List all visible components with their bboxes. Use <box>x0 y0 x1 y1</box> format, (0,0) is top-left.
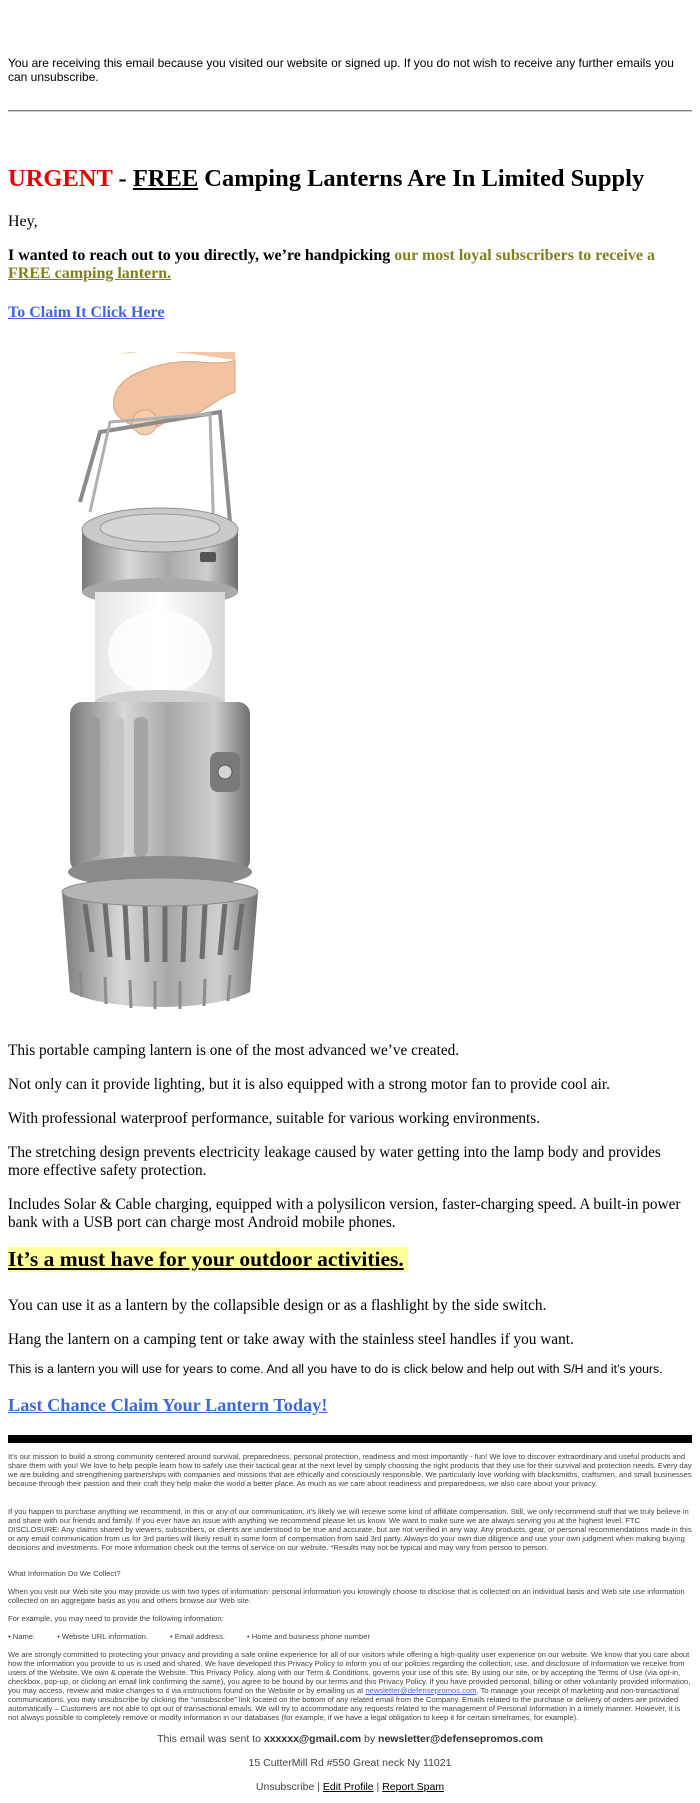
legal-mission: It's our mission to build a strong community centered around survival, preparedness, personal protection, readiness and most importantly - fun! We love to discover extraordinary and useful products and share them with you! We love to help people learn how to safely use their tactical gear at the next level by simply choosing the right products that they use for their survival and protection needs. Every day we are building and strengthening partnerships with companies and missions that are ethically and consciously responsible. We particularly love working with blacksmiths, craftsmen, and small businesses because through their passion and their craft they help make the world a better place. As much as we care about readiness and preparedness, we also care about your privacy. <box>8 1452 692 1488</box>
intro-highlight-b: FREE camping lantern. <box>8 265 172 282</box>
footer-sep: | <box>373 1781 383 1793</box>
headline-rest: Camping Lanterns Are In Limited Supply <box>198 165 645 192</box>
legal-collect: When you visit our Web site you may provide us with two types of information: personal information you knowingly choose to disclose that is collected on an individual basis and Web site use information collected on an aggregate basis as you and others browse our Web site. <box>8 1587 685 1605</box>
legal-bullets <box>8 1632 692 1641</box>
footer-sep: | <box>314 1781 323 1793</box>
greeting: Hey, <box>8 213 38 230</box>
headline <box>8 165 644 193</box>
sender-email: newsletter@defensepromos.com <box>378 1733 543 1745</box>
mailing-address: 15 CutterMill Rd #550 Great neck Ny 11021 <box>248 1757 452 1769</box>
sent-by: by <box>361 1733 379 1745</box>
headline-dash: - <box>112 165 133 192</box>
legal-collect-heading: What Information Do We Collect? <box>8 1569 121 1578</box>
sent-prefix: This email was sent to <box>157 1733 264 1745</box>
description-2: Not only can it provide lighting, but it is also equipped with a strong motor fan to provide cool air. <box>8 1076 611 1093</box>
privacy-text-b: . To manage your receipt of marketing and non-transactional communications, you may unsubscribe by clicking the “unsubscribe” link located on the bottom of any related email from the Company. Emails related to the purchase or delivery of orders are provided automatically – Customers are not able to opt out of transactional emails. We will try to accommodate any requests related to the management of Personal Information in a timely manner. However, it is not always possible to completely remove or modify information in our databases (for example, if we have a legal obligation to keep it for certain timeframes, for example). <box>8 1686 681 1722</box>
description-3: With professional waterproof performance, suitable for various working environments. <box>8 1110 541 1127</box>
email-notice: You are receiving this email because you visited our website or signed up. If you do not wish to receive any further emails you can unsubscribe. <box>8 56 674 84</box>
claim-link-bottom[interactable]: Last Chance Claim Your Lantern Today! <box>8 1395 328 1415</box>
camping-lantern-photo <box>60 352 300 1014</box>
unsubscribe-link[interactable]: Unsubscribe <box>255 1781 315 1793</box>
usage-1: You can use it as a lantern by the collapsible design or as a flashlight by the side switch. <box>8 1297 547 1314</box>
headline-free: FREE <box>132 165 199 192</box>
description-1: This portable camping lantern is one of the most advanced we’ve created. <box>8 1042 460 1059</box>
product-image[interactable] <box>60 352 300 1014</box>
recipient-email: xxxxxx@gmail.com <box>263 1733 362 1745</box>
privacy-email-link[interactable]: newsletter@defensepromos.com <box>365 1686 477 1695</box>
description-5: Includes Solar & Cable charging, equipped with a polysilicon version, faster-charging speed. A built-in power bank with a USB port can charge most Android mobile phones. <box>8 1196 681 1231</box>
edit-profile-link[interactable]: Edit Profile <box>322 1781 374 1793</box>
footer-divider <box>8 1435 692 1443</box>
footer-links <box>0 1781 700 1793</box>
bullet-name: • Name. <box>8 1632 36 1641</box>
claim-link-top[interactable]: To Claim It Click Here <box>8 304 165 321</box>
description-4: The stretching design prevents electricity leakage caused by water getting into the lamp body and provides more effective safety protection. <box>8 1144 661 1179</box>
intro-highlight-a: our most loyal subscribers to receive a <box>394 247 655 264</box>
legal-example: For example, you may need to provide the following information: <box>8 1614 224 1623</box>
report-spam-link[interactable]: Report Spam <box>382 1781 445 1793</box>
bullet-email: • Email address. <box>170 1632 226 1641</box>
bullet-url: • Website URL information. <box>57 1632 149 1641</box>
top-divider <box>8 110 692 112</box>
usage-2: Hang the lantern on a camping tent or take away with the stainless steel handles if you want. <box>8 1331 574 1348</box>
sent-to-line <box>0 1733 700 1745</box>
intro-lead: I wanted to reach out to you directly, we’re handpicking <box>8 247 395 264</box>
legal-privacy <box>8 1650 692 1722</box>
legal-affiliate: If you happen to purchase anything we recommend, in this or any of our communication, it's likely we will receive some kind of affiliate compensation. Still, we only recommend stuff that we truly believe in and share with our friends and family. If you ever have an issue with anything we recommend please let us know. We want to make sure we are always serving you at the highest level. FTC DISCLOSURE: Any claims shared by viewers, subscribers, or clients are understood to be true and accurate, but are not verified in any way. Any products, gear, or personal recommendations made in this or any email communication from us for 3rd parties will likely result in some form of compensation from said 3rd party. Always do your own due diligence and use your own judgment when making buying decisions and investments. For more information check out the terms of service on our website. *Results may not be typical and may vary from person to person. <box>8 1507 692 1552</box>
intro-paragraph <box>8 247 678 283</box>
bullet-phone: • Home and business phone number <box>247 1632 370 1641</box>
privacy-text-a: We are strongly committed to protecting your privacy and providing a safe online experience for all of our visitors while offering a high-quality user experience on our website. We know that you care about how the information you provide to us is used and shared. We have developed this Privacy Policy to inform you of our policies regarding the collection, use, and disclosure of Information we receive from users of the Website. We own & operate the Website. This Privacy Policy, along with our Term & Conditions, governs your use of this site. By using our site, or by accepting the Terms of Use (via opt-in, checkbox, pop-up, or clicking an email link confirming the same), you agree to be bound by our terms and this Privacy Policy. If you have provided personal, billing or other voluntarily provided information, you may access, review and make changes to it via instructions found on the Website or by emailing us at <box>8 1650 691 1695</box>
headline-urgent: URGENT <box>8 165 113 192</box>
closing-text: This is a lantern you will use for years to come. And all you have to do is click below and help out with S/H and it’s yours. <box>8 1362 663 1376</box>
must-have-heading: It’s a must have for your outdoor activities. <box>8 1247 408 1272</box>
